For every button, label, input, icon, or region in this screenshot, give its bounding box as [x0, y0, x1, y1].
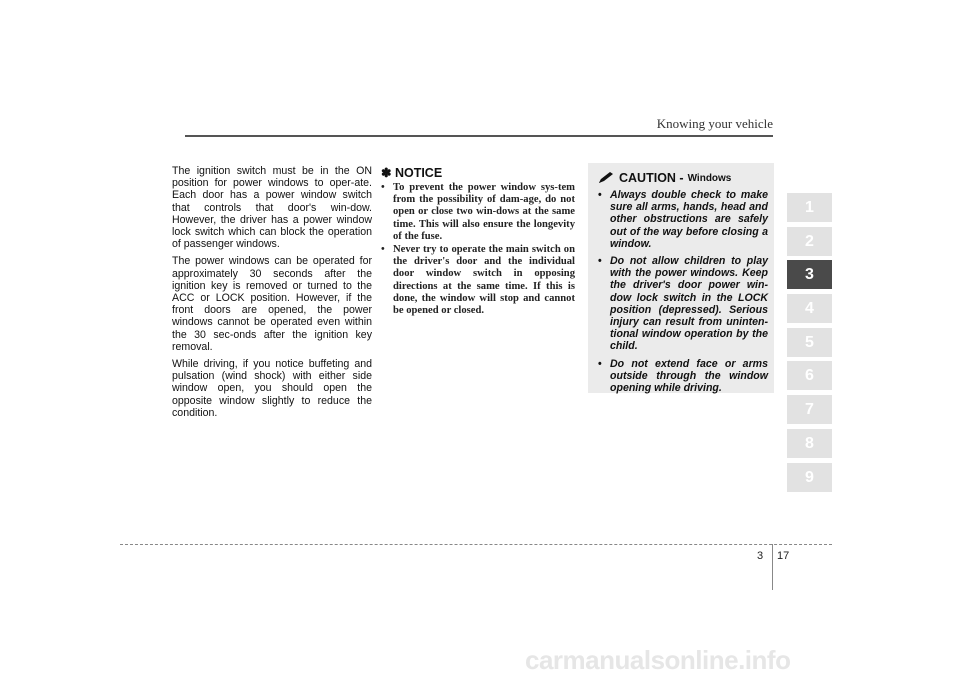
caution-header [598, 171, 768, 185]
chapter-tabs [787, 193, 832, 496]
chapter-tab-2[interactable]: 2 [787, 227, 832, 256]
chapter-tab-3[interactable]: 3 [787, 260, 832, 289]
caution-item: • Always double check to make sure all arms, hands, head and other obstructions are safely out of the way before closing a window. [598, 189, 768, 250]
chapter-tab-1[interactable]: 1 [787, 193, 832, 222]
caution-item: • Do not extend face or arms outside through the window opening while driving. [598, 358, 768, 395]
caution-subtitle: Windows [687, 172, 732, 184]
caution-box [588, 163, 774, 393]
paragraph: While driving, if you notice buffeting and pulsation (wind shock) with either side window open, you should open the opposite window slightly to reduce the condition. [172, 358, 372, 419]
notice-section [381, 165, 575, 318]
notice-title: ✽ NOTICE [381, 166, 443, 180]
chapter-tab-6[interactable]: 6 [787, 361, 832, 390]
footer-divider [120, 544, 832, 545]
caution-list [598, 189, 768, 394]
watermark: carmanualsonline.info [525, 645, 791, 675]
pencil-icon [598, 172, 614, 184]
chapter-tab-9[interactable]: 9 [787, 463, 832, 492]
notice-list [381, 182, 575, 317]
page-chapter-number: 3 [757, 550, 764, 562]
chapter-tab-4[interactable]: 4 [787, 294, 832, 323]
caution-item: • Do not allow children to play with the power windows. Keep the driver's door power win-dow lock switch in the LOCK position (depressed). Serious injury can result from uninten-tional window operation by the child. [598, 255, 768, 353]
notice-item: • To prevent the power window sys-tem from the possibility of dam-age, do not open or close two win-dows at the same time. This will also ensure the longevity of the fuse. [381, 182, 575, 243]
chapter-tab-7[interactable]: 7 [787, 395, 832, 424]
chapter-tab-5[interactable]: 5 [787, 328, 832, 357]
body-text-column [172, 165, 372, 424]
paragraph: The ignition switch must be in the ON position for power windows to oper-ate. Each door has a power window switch that controls that door's win-dow. However, the driver has a power window lock switch which can block the operation of passenger windows. [172, 165, 372, 251]
footer-vertical-divider [772, 544, 773, 590]
header-divider [185, 135, 773, 137]
section-title: Knowing your vehicle [656, 116, 773, 131]
notice-item: • Never try to operate the main switch on the driver's door and the individual door window switch in opposing directions at the same time. If this is done, the window will stop and cannot be opened or closed. [381, 244, 575, 317]
page-number: 17 [777, 550, 790, 562]
chapter-tab-8[interactable]: 8 [787, 429, 832, 458]
paragraph: The power windows can be operated for approximately 30 seconds after the ignition key is removed or turned to the ACC or LOCK position. However, if the front doors are opened, the power windows cannot be operated even within the 30 sec-onds after the ignition key removal. [172, 255, 372, 353]
caution-title: CAUTION - [619, 171, 684, 185]
